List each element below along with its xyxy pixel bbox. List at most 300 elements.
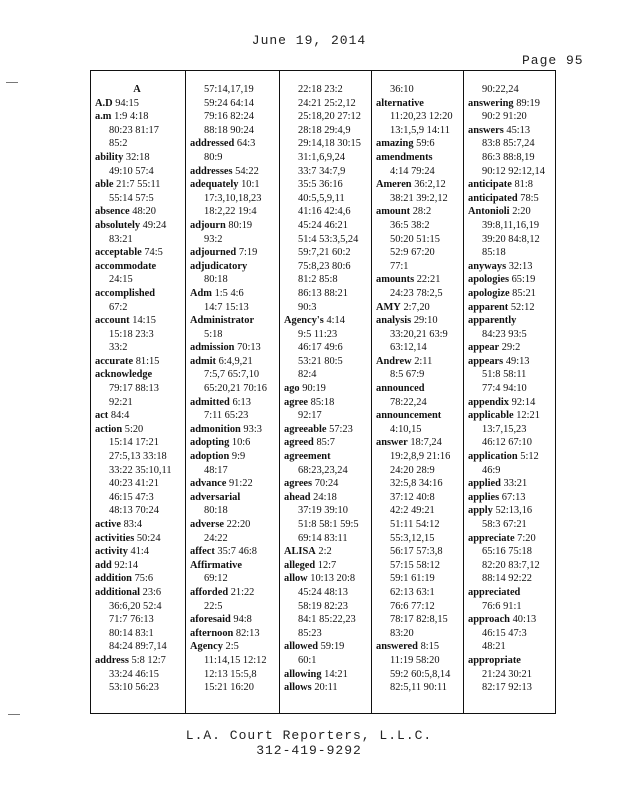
- index-entry: [190, 640, 279, 654]
- word-index-table: [90, 70, 556, 714]
- page-line-refs: 78:5: [520, 192, 539, 204]
- index-entry: [190, 287, 279, 301]
- index-term: analysis: [376, 315, 412, 327]
- page-line-refs: 75:6: [134, 573, 154, 585]
- index-entry: [468, 301, 555, 315]
- index-entry: [468, 273, 555, 287]
- index-entry: [468, 192, 555, 206]
- page-line-refs: 85:2: [109, 138, 128, 150]
- page-line-refs: 32:5,8 34:16: [390, 478, 443, 490]
- index-term: Affirmative: [190, 559, 242, 571]
- page-line-refs: 90:22,24: [482, 84, 519, 95]
- page-line-refs: 80:9: [204, 151, 223, 163]
- page-line-refs: 10:13 20:8: [310, 573, 356, 585]
- page-line-refs: 78:22,24: [390, 396, 427, 408]
- page-line-refs: 55:3,12,15: [390, 532, 435, 544]
- page-line-refs: 32:18: [125, 151, 150, 163]
- page-line-refs: 50:24: [136, 532, 161, 544]
- page-line-refs: 33:2: [109, 342, 128, 354]
- page-line-refs: 35:5 36:16: [298, 179, 343, 191]
- index-entry: [376, 151, 463, 165]
- index-term: activity: [95, 546, 128, 558]
- page-line-refs: 21:22: [230, 586, 255, 598]
- index-entry: [190, 396, 279, 410]
- index-entry: [95, 355, 185, 369]
- index-term: activities: [95, 532, 135, 544]
- index-entry: [284, 668, 371, 682]
- page-line-refs: 15:18 23:3: [109, 328, 154, 340]
- index-term: ALISA: [284, 546, 316, 558]
- page-line-refs: 21:7 55:11: [116, 179, 161, 191]
- page-line-refs: 75:8,23 80:6: [298, 260, 351, 272]
- page-line-refs: 70:24: [314, 478, 339, 490]
- page-line-refs: 76:6 77:12: [390, 600, 435, 612]
- index-entry: [190, 178, 279, 192]
- page-line-refs: 24:23 78:2,5: [390, 287, 443, 299]
- page-line-refs: 5:8 12:7: [131, 654, 166, 666]
- index-term: announced: [376, 383, 425, 395]
- page-line-refs: 71:7 76:13: [109, 614, 154, 626]
- page-line-refs: 5:18: [204, 328, 223, 340]
- index-entry: [95, 368, 185, 382]
- index-term: ahead: [284, 491, 311, 503]
- index-term: agreement: [284, 451, 331, 463]
- page-line-refs: 14:15: [132, 315, 156, 327]
- page-line-refs: 28:18 29:4,9: [298, 124, 351, 136]
- page-line-refs: 40:5,5,9,11: [298, 192, 345, 204]
- index-entry: [284, 681, 371, 695]
- index-term: adjourned: [190, 247, 237, 259]
- page-line-refs: 51:8 58:11: [482, 369, 527, 381]
- page-line-refs: 9:9: [231, 451, 246, 463]
- index-entry: [190, 477, 279, 491]
- page-line-refs: 51:8 58:1 59:5: [298, 519, 359, 530]
- index-entry: [468, 477, 555, 491]
- index-term: adoption: [190, 451, 230, 463]
- page-line-refs: 58:19 82:23: [298, 600, 348, 612]
- page-line-refs: 65:20,21 70:16: [204, 383, 267, 395]
- page-line-refs: 59:2 60:5,8,14: [390, 668, 451, 680]
- index-entry: [95, 545, 185, 559]
- index-entry: [284, 559, 371, 573]
- page-line-refs: 13:1,5,9 14:11: [390, 124, 450, 136]
- page-line-refs: 92:14: [511, 396, 536, 408]
- index-term: agreed: [284, 437, 314, 449]
- page-line-refs: 82:13: [235, 627, 260, 639]
- index-term: additional: [95, 586, 141, 598]
- page-line-refs: 55:14 57:5: [109, 192, 154, 204]
- index-term: admission: [190, 342, 235, 354]
- page-line-refs: 29:14,18 30:15: [298, 138, 361, 150]
- page-line-refs: 85:18: [482, 247, 506, 259]
- page-line-refs: 6:13: [232, 396, 251, 408]
- index-term: accurate: [95, 355, 134, 367]
- page-line-refs: 57:14,17,19: [204, 84, 254, 95]
- index-entry: [95, 518, 185, 532]
- index-column-3: [279, 71, 371, 713]
- page-line-refs: 2:7,20: [403, 301, 430, 313]
- page-line-refs: 49:13: [505, 355, 530, 367]
- page-line-refs: 41:16 42:4,6: [298, 206, 351, 218]
- footer-company: L.A. Court Reporters, L.L.C.: [185, 728, 433, 743]
- index-entry: [95, 409, 185, 423]
- page-line-refs: 52:9 67:20: [390, 247, 435, 259]
- page-line-refs: 7:5,7 65:7,10: [204, 369, 260, 381]
- index-entry: [95, 260, 185, 274]
- page-line-refs: 93:2: [204, 233, 223, 245]
- page-line-refs: 21:24 30:21: [482, 668, 532, 680]
- section-letter: A: [133, 84, 141, 95]
- page-line-refs: 7:11 65:23: [204, 410, 249, 422]
- page-line-refs: 12:21: [516, 410, 540, 422]
- index-term: Administrator: [190, 315, 255, 327]
- page-line-refs: 45:24 46:21: [298, 219, 348, 231]
- index-term: admonition: [190, 423, 241, 435]
- index-entry: [95, 110, 185, 124]
- index-term: allows: [284, 682, 312, 694]
- index-term: apparently: [468, 315, 517, 327]
- page-line-refs: 59:1 61:19: [390, 573, 435, 585]
- page-line-refs: 54:22: [235, 165, 259, 177]
- page-line-refs: 4:14 79:24: [390, 165, 435, 177]
- page-line-refs: 33:22 35:10,11: [109, 464, 172, 476]
- index-entry: [376, 355, 463, 369]
- page-line-refs: 77:4 94:10: [482, 383, 527, 395]
- page-line-refs: 36:6,20 52:4: [109, 600, 162, 612]
- index-term: anyways: [468, 260, 507, 272]
- index-entry: [468, 654, 555, 668]
- page-line-refs: 7:20: [517, 532, 536, 544]
- index-entry: [95, 586, 185, 600]
- index-entry: [95, 246, 185, 260]
- index-column-5: [463, 71, 555, 713]
- index-term: answers: [468, 124, 504, 136]
- index-entry: [95, 654, 185, 668]
- index-term: adjourn: [190, 219, 226, 231]
- index-term: afternoon: [190, 627, 234, 639]
- page-line-refs: 86:3 88:8,19: [482, 151, 535, 163]
- index-entry: [284, 382, 371, 396]
- index-term: appear: [468, 342, 500, 354]
- index-entry: [468, 314, 555, 328]
- page-line-refs: 24:22: [204, 532, 228, 544]
- index-entry: [468, 97, 555, 111]
- page-line-refs: 84:1 85:22,23: [298, 614, 356, 626]
- index-entry: [190, 165, 279, 179]
- page-line-refs: 14:7 15:13: [204, 301, 249, 313]
- index-entry: [190, 627, 279, 641]
- page-line-refs: 11:19 58:20: [390, 654, 440, 666]
- index-entry: [284, 396, 371, 410]
- index-entry: [190, 423, 279, 437]
- page-line-refs: 65:19: [511, 274, 536, 286]
- index-term: admit: [190, 355, 216, 367]
- index-entry: [190, 545, 279, 559]
- index-term: apologize: [468, 287, 510, 299]
- index-entry: [190, 613, 279, 627]
- index-term: active: [95, 519, 121, 530]
- index-entry: [95, 559, 185, 573]
- index-term: advance: [190, 478, 227, 490]
- page-line-refs: 80:18: [204, 274, 228, 286]
- page-line-refs: 37:12 40:8: [390, 491, 435, 503]
- index-term: adjudicatory: [190, 260, 248, 272]
- index-term: answer: [376, 437, 408, 449]
- index-term: add: [95, 559, 112, 571]
- page-line-refs: 65:16 75:18: [482, 546, 532, 558]
- index-term: approach: [468, 614, 510, 626]
- page-line-refs: 74:5: [144, 247, 163, 259]
- index-term: admitted: [190, 396, 230, 408]
- index-term: adverse: [190, 519, 225, 530]
- page-line-refs: 90:3: [298, 301, 317, 313]
- index-term: account: [95, 315, 130, 327]
- page-line-refs: 85:18: [310, 396, 335, 408]
- page-line-refs: 19:2,8,9 21:16: [390, 451, 451, 463]
- index-term: acceptable: [95, 247, 142, 259]
- index-entry: [376, 97, 463, 111]
- page-line-refs: 82:4: [298, 369, 317, 381]
- page-line-refs: 29:10: [413, 315, 438, 327]
- page-line-refs: 67:13: [501, 491, 526, 503]
- index-entry: [376, 640, 463, 654]
- index-entry: [468, 205, 555, 219]
- index-term: amendments: [376, 151, 433, 163]
- index-entry: [95, 151, 185, 165]
- index-term: allowing: [284, 668, 322, 680]
- page-line-refs: 1:9 4:18: [114, 111, 149, 123]
- page-line-refs: 33:24 46:15: [109, 668, 159, 680]
- index-column-2: [185, 71, 279, 713]
- page-line-refs: 63:12,14: [390, 342, 427, 354]
- page-line-refs: 35:7 46:8: [217, 546, 257, 558]
- page-line-refs: 57:15 58:12: [390, 559, 440, 571]
- index-entry: [284, 477, 371, 491]
- index-entry: [468, 287, 555, 301]
- page-line-refs: 2:11: [414, 355, 433, 367]
- page-line-refs: 10:6: [231, 437, 251, 449]
- index-entry: [190, 436, 279, 450]
- page-line-refs: 18:7,24: [410, 437, 442, 449]
- page-line-refs: 51:4 53:3,5,24: [298, 233, 359, 245]
- page-line-refs: 36:5 38:2: [390, 219, 430, 231]
- page-line-refs: 83:20: [390, 627, 414, 639]
- page-line-refs: 23:6: [142, 586, 162, 598]
- page-line-refs: 2:2: [318, 546, 332, 558]
- index-entry: [376, 178, 463, 192]
- index-term: addresses: [190, 165, 233, 177]
- page-line-refs: 81:2 85:8: [298, 274, 338, 286]
- page-line-refs: 28:2: [412, 206, 432, 218]
- index-term: apparent: [468, 301, 509, 313]
- page-line-refs: 9:5 11:23: [298, 328, 338, 340]
- index-term: accommodate: [95, 260, 157, 272]
- page-line-refs: 36:2,12: [414, 179, 446, 191]
- index-entry: [376, 205, 463, 219]
- index-term: addressed: [190, 138, 235, 150]
- index-entry: [190, 450, 279, 464]
- page-line-refs: 60:1: [298, 654, 317, 666]
- index-term: agreeable: [284, 423, 327, 435]
- page-line-refs: 12:13 15:5,8: [204, 668, 257, 680]
- page-line-refs: 32:13: [508, 260, 533, 272]
- page-line-refs: 40:23 41:21: [109, 478, 159, 490]
- index-term: AMY: [376, 301, 401, 313]
- page-line-refs: 48:13 70:24: [109, 505, 159, 517]
- page-line-refs: 59:6: [416, 138, 435, 150]
- page-line-refs: 88:14 92:22: [482, 573, 532, 585]
- index-entry: [190, 314, 279, 328]
- page-line-refs: 52:12: [510, 301, 535, 313]
- page-line-refs: 2:5: [225, 641, 239, 653]
- index-entry: [376, 301, 463, 315]
- page-line-refs: 17:3,10,18,23: [204, 192, 262, 204]
- index-entry: [95, 178, 185, 192]
- index-entry: [190, 260, 279, 274]
- page-line-refs: 81:8: [514, 179, 533, 191]
- index-term: amount: [376, 206, 411, 218]
- index-entry: [95, 532, 185, 546]
- index-term: Adm: [190, 287, 212, 299]
- page-line-refs: 62:13 63:1: [390, 586, 435, 598]
- index-entry: [376, 409, 463, 423]
- index-term: Andrew: [376, 355, 412, 367]
- page-line-refs: 46:17 49:6: [298, 342, 343, 354]
- page-line-refs: 8:15: [420, 641, 440, 653]
- index-entry: [284, 436, 371, 450]
- page-line-refs: 53:21 80:5: [298, 355, 343, 367]
- index-entry: [284, 314, 371, 328]
- footer-phone: 312-419-9292: [256, 743, 362, 758]
- index-term: applied: [468, 478, 501, 490]
- page-line-refs: 24:20 28:9: [390, 464, 435, 476]
- index-entry: [284, 545, 371, 559]
- page-line-refs: 51:11 54:12: [390, 519, 440, 530]
- page-line-refs: 85:21: [512, 287, 536, 299]
- page-line-refs: 12:7: [317, 559, 337, 571]
- transcript-date: June 19, 2014: [251, 33, 367, 48]
- index-term: afforded: [190, 586, 229, 598]
- page-line-refs: 22:18 23:2: [298, 84, 343, 95]
- page-line-refs: 33:20,21 63:9: [390, 328, 448, 340]
- index-entry: [468, 260, 555, 274]
- page-line-refs: 33:7 34:7,9: [298, 165, 346, 177]
- index-entry: [468, 491, 555, 505]
- page-line-refs: 88:18 90:24: [204, 124, 254, 136]
- page-line-refs: 69:12: [204, 573, 228, 585]
- index-term: absence: [95, 206, 130, 218]
- index-term: adequately: [190, 179, 239, 191]
- page-line-refs: 89:19: [516, 97, 540, 109]
- page-line-refs: 40:13: [512, 614, 537, 626]
- index-entry: [284, 423, 371, 437]
- index-entry: [468, 586, 555, 600]
- page-line-refs: 50:20 51:15: [390, 233, 440, 245]
- index-entry: [468, 613, 555, 627]
- page-line-refs: 8:5 67:9: [390, 369, 425, 381]
- page-line-refs: 48:21: [482, 641, 506, 653]
- page-line-refs: 46:15 47:3: [482, 627, 527, 639]
- index-term: alleged: [284, 559, 316, 571]
- page-line-refs: 80:23 81:17: [109, 124, 159, 136]
- index-entry: [190, 341, 279, 355]
- page-line-refs: 85:7: [316, 437, 335, 449]
- index-term: address: [95, 654, 129, 666]
- index-entry: [468, 504, 555, 518]
- page-line-refs: 86:13 88:21: [298, 287, 348, 299]
- index-term: anticipate: [468, 179, 512, 191]
- index-entry: [95, 287, 185, 301]
- index-entry: [190, 518, 279, 532]
- page-line-refs: 84:23 93:5: [482, 328, 527, 340]
- page-line-refs: 18:2,22 19:4: [204, 206, 257, 218]
- index-entry: [468, 396, 555, 410]
- index-entry: [284, 572, 371, 586]
- index-entry: [95, 314, 185, 328]
- index-term: allowed: [284, 641, 319, 653]
- index-term: answered: [376, 641, 418, 653]
- page-line-refs: 70:13: [237, 342, 261, 354]
- page-line-refs: 68:23,23,24: [298, 464, 348, 476]
- index-entry: [190, 219, 279, 233]
- page-line-refs: 80:19: [228, 219, 253, 231]
- index-entry: [95, 572, 185, 586]
- index-term: aforesaid: [190, 614, 231, 626]
- index-entry: [95, 219, 185, 233]
- index-entry: [284, 450, 371, 464]
- index-term: addition: [95, 573, 132, 585]
- index-term: apply: [468, 505, 493, 517]
- page-line-refs: 90:2 91:20: [482, 111, 527, 123]
- index-entry: [376, 273, 463, 287]
- index-entry: [376, 436, 463, 450]
- index-entry: [468, 409, 555, 423]
- page-line-refs: 5:20: [124, 423, 144, 435]
- page-line-refs: 53:10 56:23: [109, 682, 159, 694]
- index-entry: [190, 586, 279, 600]
- page-line-refs: 11:14,15 12:12: [204, 654, 267, 666]
- index-term: able: [95, 179, 114, 191]
- index-entry: [468, 532, 555, 546]
- index-term: ago: [284, 383, 300, 395]
- index-term: applies: [468, 491, 500, 503]
- index-term: allow: [284, 573, 308, 585]
- page-line-refs: 48:17: [204, 464, 228, 476]
- page-line-refs: 15:21 16:20: [204, 682, 254, 694]
- page-line-refs: 79:17 88:13: [109, 383, 159, 395]
- page-line-refs: 37:19 39:10: [298, 505, 348, 517]
- page-line-refs: 90:19: [302, 383, 326, 395]
- index-term: amounts: [376, 274, 415, 286]
- page-line-refs: 29:2: [501, 342, 521, 354]
- index-term: acknowledge: [95, 369, 153, 381]
- page-line-refs: 4:10,15: [390, 423, 422, 435]
- index-term: adopting: [190, 437, 230, 449]
- page-line-refs: 25:18,20 27:12: [298, 111, 361, 123]
- index-term: A.D: [95, 97, 113, 109]
- page-line-refs: 94:8: [233, 614, 252, 626]
- page-line-refs: 38:21 39:2,12: [390, 192, 448, 204]
- page-line-refs: 39:20 84:8,12: [482, 233, 540, 245]
- page-line-refs: 58:3 67:21: [482, 519, 527, 530]
- index-term: a.m: [95, 111, 112, 123]
- index-entry: [190, 137, 279, 151]
- page-line-refs: 2:20: [512, 206, 531, 218]
- index-entry: [468, 450, 555, 464]
- page-line-refs: 81:15: [135, 355, 160, 367]
- index-term: applicable: [468, 410, 514, 422]
- index-term: anticipated: [468, 192, 518, 204]
